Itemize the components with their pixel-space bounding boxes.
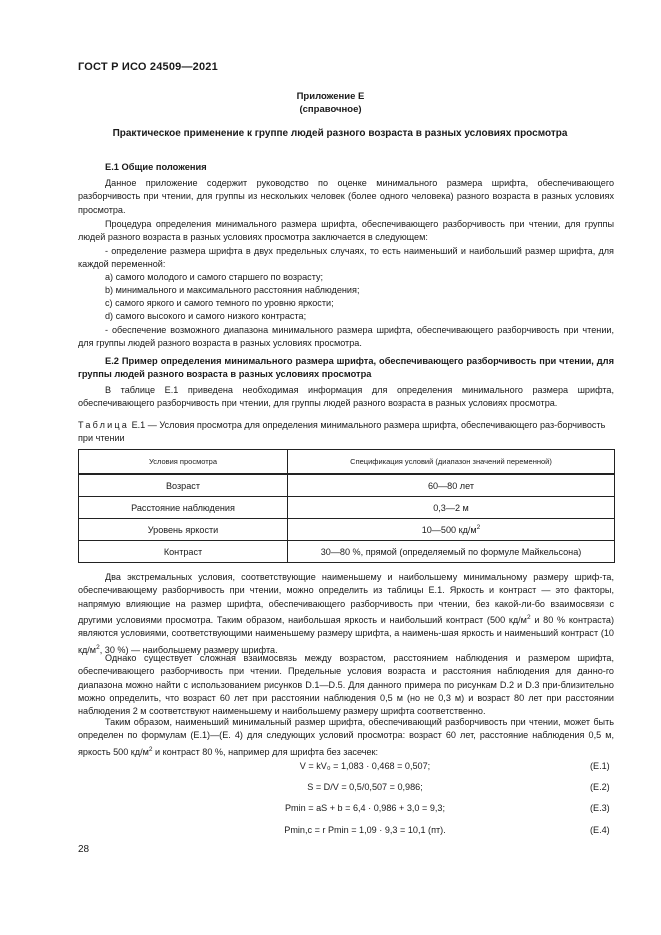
list-item: a) самого молодого и самого старшего по возрасту; [105,272,324,282]
section-1-paragraph-2: Процедура определения минимального размера шрифта, обеспечивающего разборчивость при чтении, для группы людей разного возраста в разных условиях просмотра заключается в следующем: [78,219,614,243]
list-item: d) самого высокого и самого низкого контраста; [105,311,307,321]
text-run: и 80 % контраста) являются условиями, соответствующими наименьшему размеру шрифта, а наимень-шая яркость и наименьший контраст (10 кд/м [78,614,614,655]
table-cell-condition: Возраст [79,474,288,497]
appendix-kind: (справочное) [299,104,362,115]
list-item: c) самого яркого и самого темного по уровню яркости; [105,298,334,308]
table-cell-condition: Расстояние наблюдения [79,497,288,519]
formula-e3: Pmin = aS + b = 6,4 · 0,986 + 3,0 = 9,3; [284,803,445,813]
formula-number: (Е.3) [590,803,610,813]
table-row [79,519,615,541]
table-header-spec: Спецификация условий (диапазон значений переменной) [288,450,615,475]
section-2-paragraph-1: В таблице Е.1 приведена необходимая информация для определения минимального размера шрифта, обеспечивающего разборчивость при чтении, для группы людей разного возраста в разных условиях просмотра. [78,385,614,409]
body-paragraph-2: Однако существует сложная взаимосвязь между возрастом, расстоянием наблюдения и размером шрифта, обеспечивающего разборчивость при чтении. Предельные условия возраста и расстояния наблюдения для данно-го диапазона можно найти с использованием рисунков D.1—D.5. Для данного примера по рисункам D.2 и D.3 при-близительно можно определить, что возраст 60 лет при расстоянии наблюдения 0,5 м (но не 0,3 м) и возраст 80 лет при расстоянии наблюдения 2 м соответствуют наименьшему и наибольшему размеру шрифта соответственно. [78,653,614,717]
text-run: Два экстремальных условия, соответствующие наименьшему и наибольшему минимальному размеру шриф-та, обеспечивающему разборчивость при чтении, можно определить из таблицы Е.1. Яркость и контраст — это факторы, напрямую влияющие на размер шрифта, обеспечивающего разборчивость при чтении, без какой-ли-бо взаимосвязи с другими условиями просмотра. Таким образом, наибольшая яркость и наибольший контраст (500 кд/м [78,572,614,625]
table-header-condition: Условия просмотра [79,450,288,475]
table-row [79,497,615,519]
section-1-paragraph-1: Данное приложение содержит руководство по оценке минимального размера шрифта, обеспечивающего разборчивость при чтении, для группы из нескольких человек (более одного человека) разного возраста в разных условиях просмотра. [78,178,614,215]
superscript: 2 [476,523,481,531]
table-cell-condition: Уровень яркости [79,519,288,541]
formula-e1: V = kV₀ = 1,083 · 0,468 = 0,507; [299,761,431,771]
table-cell-spec: 0,3—2 м [288,497,615,519]
page-number: 28 [78,844,90,855]
formula-number: (Е.1) [590,761,610,771]
superscript: 2 [96,643,100,651]
section-1-paragraph-3: - определение размера шрифта в двух предельных случаях, то есть наименьший и наибольший размер шрифта, для каждой переменной: [78,246,614,270]
superscript: 2 [148,745,153,753]
table-caption-prefix: Таблица [78,420,130,430]
document-header: ГОСТ Р ИСО 24509—2021 [78,61,218,73]
section-2-heading: Е.2 Пример определения минимального размера шрифта, обеспечивающего разборчивость при чтении, для группы людей разного возраста в разных условиях просмотра [78,356,614,380]
table-cell-condition: Контраст [79,541,288,563]
section-1-paragraph-4: - обеспечение возможного диапазона минимального размера шрифта, обеспечивающего разборчивость при чтении, для группы людей разного возраста в разных условиях просмотра. [78,325,614,349]
text-run: , 30 %) — наибольшему размеру шрифта. [99,644,278,655]
body-paragraph-3 [78,716,614,759]
text-run: и контраст 80 %, например для шрифта без засечек: [152,746,379,757]
spec-text: 10—500 кд/м [421,525,477,536]
formula-number: (Е.4) [590,825,610,835]
formula-e4: Pmin,c = r Pmin = 1,09 · 9,3 = 10,1 (пт). [284,825,446,835]
formula-e2: S = D/V = 0,5/0,507 = 0,986; [307,782,423,792]
section-1-heading: Е.1 Общие положения [105,162,207,172]
list-item: b) минимального и максимального расстояния наблюдения; [105,285,360,295]
main-title: Практическое применение к группе людей разного возраста в разных условиях просмотра [112,128,568,139]
conditions-table [78,449,615,563]
table-caption-text: Е.1 — Условия просмотра для определения минимального размера шрифта, обеспечивающего раз-борчивость при чтении [78,420,606,444]
text-run: Таким образом, наименьший минимальный размер шрифта, обеспечивающий разборчивость при чтении, может быть определен по формулам (Е.1)—(Е. 4) для следующих условий просмотра: возраст 60 лет, расстояние наблюдения 0,5 м, яркость 500 кд/м [78,717,614,757]
table-cell-spec: 60—80 лет [288,474,615,497]
body-paragraph-1 [78,571,614,657]
superscript: 2 [526,613,531,621]
table-cell-spec [288,519,615,541]
formula-number: (Е.2) [590,782,610,792]
table-caption [78,419,614,446]
appendix-title: Приложение Е [296,91,365,102]
table-cell-spec: 30—80 %, прямой (определяемый по формуле Майкельсона) [288,541,615,563]
table-row [79,474,615,497]
table-row [79,541,615,563]
